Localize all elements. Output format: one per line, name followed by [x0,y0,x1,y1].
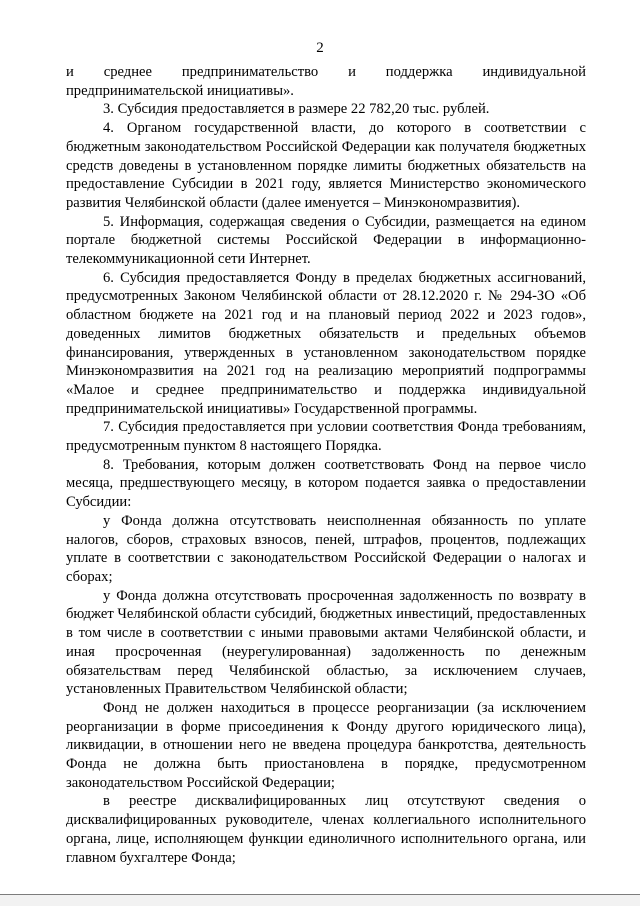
requirement-reorganization: Фонд не должен находиться в процессе реорганизации (за исключением реорганизации в форме присоединения к Фонду другого юридического лица), ликвидации, в отношении него не введена процедура банкротства, деятельность Фонда не должна быть приостановлена в порядке, предусмотренном законодательством Российской Федерации; [66,699,586,791]
paragraph-4-state-authority: 4. Органом государственной власти, до которого в соответствии с бюджетным законодательством Российской Федерации как получателя бюджетных средств доведены в установленном порядке лимиты бюджетных обязательств на предоставление Субсидии в 2021 году, является Министерство экономического развития Челябинской области (далее именуется – Минэкономразвития). [66,120,586,211]
page-number: 2 [316,40,324,56]
paragraph-continuation: и среднее предпринимательство и поддержка индивидуальной предпринимательской инициативы». [66,64,586,99]
paragraph-3-subsidy-amount: 3. Субсидия предоставляется в размере 22 782,20 тыс. рублей. [103,101,490,118]
requirement-disqualified-persons: в реестре дисквалифицированных лиц отсутствуют сведения о дисквалифицированных руководителе, членах коллегиального исполнительного органа, лице, исполняющем функции единоличного исполнительного органа, или главном бухгалтере Фонда; [66,793,586,866]
requirement-taxes: у Фонда должна отсутствовать неисполненная обязанность по уплате налогов, сборов, страховых взносов, пеней, штрафов, процентов, подлежащих уплате в соответствии с законодательством Российской Федерации о налогах и сборах; [66,512,586,585]
paragraph-8-requirements: 8. Требования, которым должен соответствовать Фонд на первое число месяца, предшествующего месяцу, в котором подается заявка о предоставлении Субсидии: [66,456,586,511]
paragraph-6-budget-allocations: 6. Субсидия предоставляется Фонду в пределах бюджетных ассигнований, предусмотренных Законом Челябинской области от 28.12.2020 г. № 294-ЗО «Об областном бюджете на 2021 год и на плановый период 2022 и 2023 годов», доведенных лимитов бюджетных обязательств и предельных объемов финансирования, утвержденных в установленном законодательством порядке Минэкономразвития на 2021 год на реализацию мероприятий подпрограммы «Малое и среднее предпринимательство и поддержка индивидуальной предпринимательской инициативы» Государственной программы. [66,269,586,417]
paragraph-5-information: 5. Информация, содержащая сведения о Субсидии, размещается на едином портале бюджетной системы Российской Федерации в информационно-телекоммуникационной сети Интернет. [66,213,586,268]
requirement-overdue-debt: у Фонда должна отсутствовать просроченная задолженность по возврату в бюджет Челябинской области субсидий, бюджетных инвестиций, предоставленных в том числе в соответствии с иными правовыми актами Челябинской области, и иная просроченная (неурегулированная) задолженность по денежным обязательствам перед Челябинской областью, за исключением случаев, установленных Правительством Челябинской области; [66,587,587,698]
document-body [66,63,586,867]
paragraph-7-conditions: 7. Субсидия предоставляется при условии соответствия Фонда требованиям, предусмотренным пунктом 8 настоящего Порядка. [66,419,586,455]
page-bottom-edge [0,894,640,906]
